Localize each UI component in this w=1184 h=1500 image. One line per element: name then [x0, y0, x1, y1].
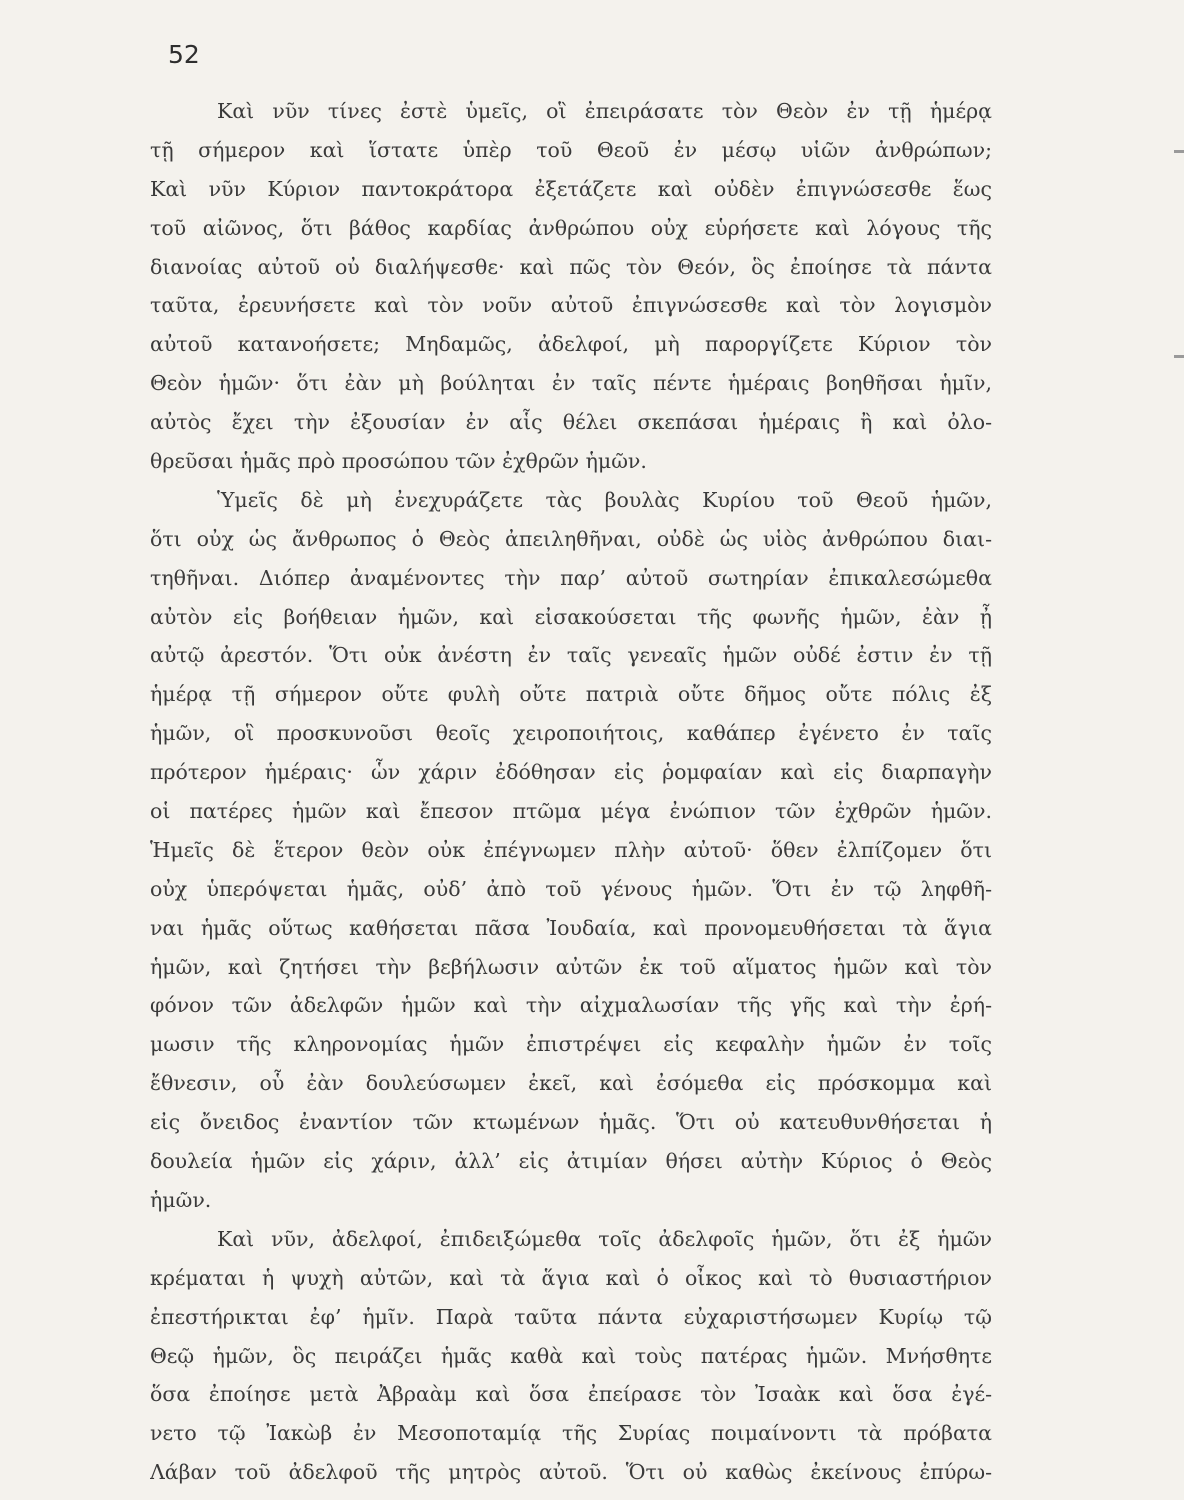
text-line: νετο τῷ Ἰακὼβ ἐν Μεσοποταμίᾳ τῆς Συρίας ποιμαίνοντι τὰ πρόβατα: [150, 1421, 992, 1446]
text-line: ὅσα ἐποίησε μετὰ Ἀβραὰμ καὶ ὅσα ἐπείρασε τὸν Ἰσαὰκ καὶ ὅσα ἐγέ-: [150, 1382, 992, 1407]
text-line: αὐτὸς ἔχει τὴν ἐξουσίαν ἐν αἷς θέλει σκεπάσαι ἡμέραις ἢ καὶ ὀλο-: [150, 410, 992, 435]
paragraph: [150, 481, 992, 1220]
text-line: Καὶ νῦν Κύριον παντοκράτορα ἐξετάζετε καὶ οὐδὲν ἐπιγνώσεσθε ἕως: [150, 176, 992, 201]
text-line: κρέμαται ἡ ψυχὴ αὐτῶν, καὶ τὰ ἅγια καὶ ὁ οἶκος καὶ τὸ θυσιαστήριον: [150, 1265, 992, 1290]
text-line: οὐχ ὑπερόψεται ἡμᾶς, οὐδ’ ἀπὸ τοῦ γένους ἡμῶν. Ὅτι ἐν τῷ ληφθῆ-: [150, 876, 992, 901]
text-line: εἰς ὄνειδος ἐναντίον τῶν κτωμένων ἡμᾶς. Ὅτι οὐ κατευθυνθήσεται ἡ: [150, 1110, 992, 1135]
text-line: θρεῦσαι ἡμᾶς πρὸ προσώπου τῶν ἐχθρῶν ἡμῶν.: [150, 449, 647, 474]
paragraph: [150, 92, 992, 481]
text-line: αὐτὸν εἰς βοήθειαν ἡμῶν, καὶ εἰσακούσεται τῆς φωνῆς ἡμῶν, ἐὰν ᾖ: [150, 604, 992, 629]
text-line: ὅτι οὐχ ὡς ἄνθρωπος ὁ Θεὸς ἀπειληθῆναι, οὐδὲ ὡς υἱὸς ἀνθρώπου διαι-: [150, 526, 992, 551]
text-line: ταῦτα, ἐρευνήσετε καὶ τὸν νοῦν αὐτοῦ ἐπιγνώσεσθε καὶ τὸν λογισμὸν: [150, 293, 992, 318]
text-line: τῇ σήμερον καὶ ἵστατε ὑπὲρ τοῦ Θεοῦ ἐν μέσῳ υἱῶν ἀνθρώπων;: [150, 137, 992, 162]
edge-mark: [1174, 150, 1184, 153]
text-line: πρότερον ἡμέραις· ὧν χάριν ἐδόθησαν εἰς ῥομφαίαν καὶ εἰς διαρπαγὴν: [150, 760, 992, 785]
text-line: Θεῷ ἡμῶν, ὃς πειράζει ἡμᾶς καθὰ καὶ τοὺς πατέρας ἡμῶν. Μνήσθητε: [150, 1343, 992, 1368]
text-line: φόνον τῶν ἀδελφῶν ἡμῶν καὶ τὴν αἰχμαλωσίαν τῆς γῆς καὶ τὴν ἐρή-: [150, 993, 992, 1018]
text-line: Καὶ νῦν, ἀδελφοί, ἐπιδειξώμεθα τοῖς ἀδελφοῖς ἡμῶν, ὅτι ἐξ ἡμῶν: [217, 1226, 992, 1251]
text-line: Ἡμεῖς δὲ ἕτερον θεὸν οὐκ ἐπέγνωμεν πλὴν αὐτοῦ· ὅθεν ἐλπίζομεν ὅτι: [150, 837, 992, 862]
text-line: ἐπεστήρικται ἐφ’ ἡμῖν. Παρὰ ταῦτα πάντα εὐχαριστήσωμεν Κυρίῳ τῷ: [150, 1304, 992, 1329]
body-text: [150, 92, 992, 1492]
text-line: ναι ἡμᾶς οὕτως καθήσεται πᾶσα Ἰουδαία, καὶ προνομευθήσεται τὰ ἅγια: [150, 915, 992, 940]
text-line: Καὶ νῦν τίνες ἐστὲ ὑμεῖς, οἳ ἐπειράσατε τὸν Θεὸν ἐν τῇ ἡμέρᾳ: [217, 99, 992, 123]
text-line: δουλεία ἡμῶν εἰς χάριν, ἀλλ’ εἰς ἀτιμίαν θήσει αὐτὴν Κύριος ὁ Θεὸς: [150, 1149, 992, 1174]
text-line: ἡμῶν, καὶ ζητήσει τὴν βεβήλωσιν αὐτῶν ἐκ τοῦ αἵματος ἡμῶν καὶ τὸν: [150, 954, 992, 979]
text-line: αὐτοῦ κατανοήσετε; Μηδαμῶς, ἀδελφοί, μὴ παροργίζετε Κύριον τὸν: [150, 332, 992, 357]
text-line: ἡμῶν, οἳ προσκυνοῦσι θεοῖς χειροποιήτοις, καθάπερ ἐγένετο ἐν ταῖς: [150, 721, 992, 746]
text-line: Λάβαν τοῦ ἀδελφοῦ τῆς μητρὸς αὐτοῦ. Ὅτι οὐ καθὼς ἐκείνους ἐπύρω-: [150, 1460, 992, 1485]
text-line: ἡμῶν.: [150, 1187, 212, 1212]
text-line: αὐτῷ ἀρεστόν. Ὅτι οὐκ ἀνέστη ἐν ταῖς γενεαῖς ἡμῶν οὐδέ ἐστιν ἐν τῇ: [150, 643, 992, 668]
paragraph: [150, 1220, 992, 1492]
text-line: Ὑμεῖς δὲ μὴ ἐνεχυράζετε τὰς βουλὰς Κυρίου τοῦ Θεοῦ ἡμῶν,: [217, 487, 992, 512]
page-number: 52: [168, 40, 200, 69]
edge-mark: [1174, 355, 1184, 358]
text-line: ἔθνεσιν, οὗ ἐὰν δουλεύσωμεν ἐκεῖ, καὶ ἐσόμεθα εἰς πρόσκομμα καὶ: [150, 1071, 992, 1096]
text-line: διανοίας αὐτοῦ οὐ διαλήψεσθε· καὶ πῶς τὸν Θεόν, ὃς ἐποίησε τὰ πάντα: [150, 254, 992, 279]
text-line: μωσιν τῆς κληρονομίας ἡμῶν ἐπιστρέψει εἰς κεφαλὴν ἡμῶν ἐν τοῖς: [150, 1032, 992, 1057]
text-line: τηθῆναι. Διόπερ ἀναμένοντες τὴν παρ’ αὐτοῦ σωτηρίαν ἐπικαλεσώμεθα: [150, 565, 992, 590]
text-line: οἱ πατέρες ἡμῶν καὶ ἔπεσον πτῶμα μέγα ἐνώπιον τῶν ἐχθρῶν ἡμῶν.: [150, 799, 992, 824]
text-line: ἡμέρᾳ τῇ σήμερον οὔτε φυλὴ οὔτε πατριὰ οὔτε δῆμος οὔτε πόλις ἐξ: [150, 682, 992, 707]
text-line: τοῦ αἰῶνος, ὅτι βάθος καρδίας ἀνθρώπου οὐχ εὑρήσετε καὶ λόγους τῆς: [150, 215, 992, 240]
text-line: Θεὸν ἡμῶν· ὅτι ἐὰν μὴ βούληται ἐν ταῖς πέντε ἡμέραις βοηθῆσαι ἡμῖν,: [150, 371, 992, 396]
